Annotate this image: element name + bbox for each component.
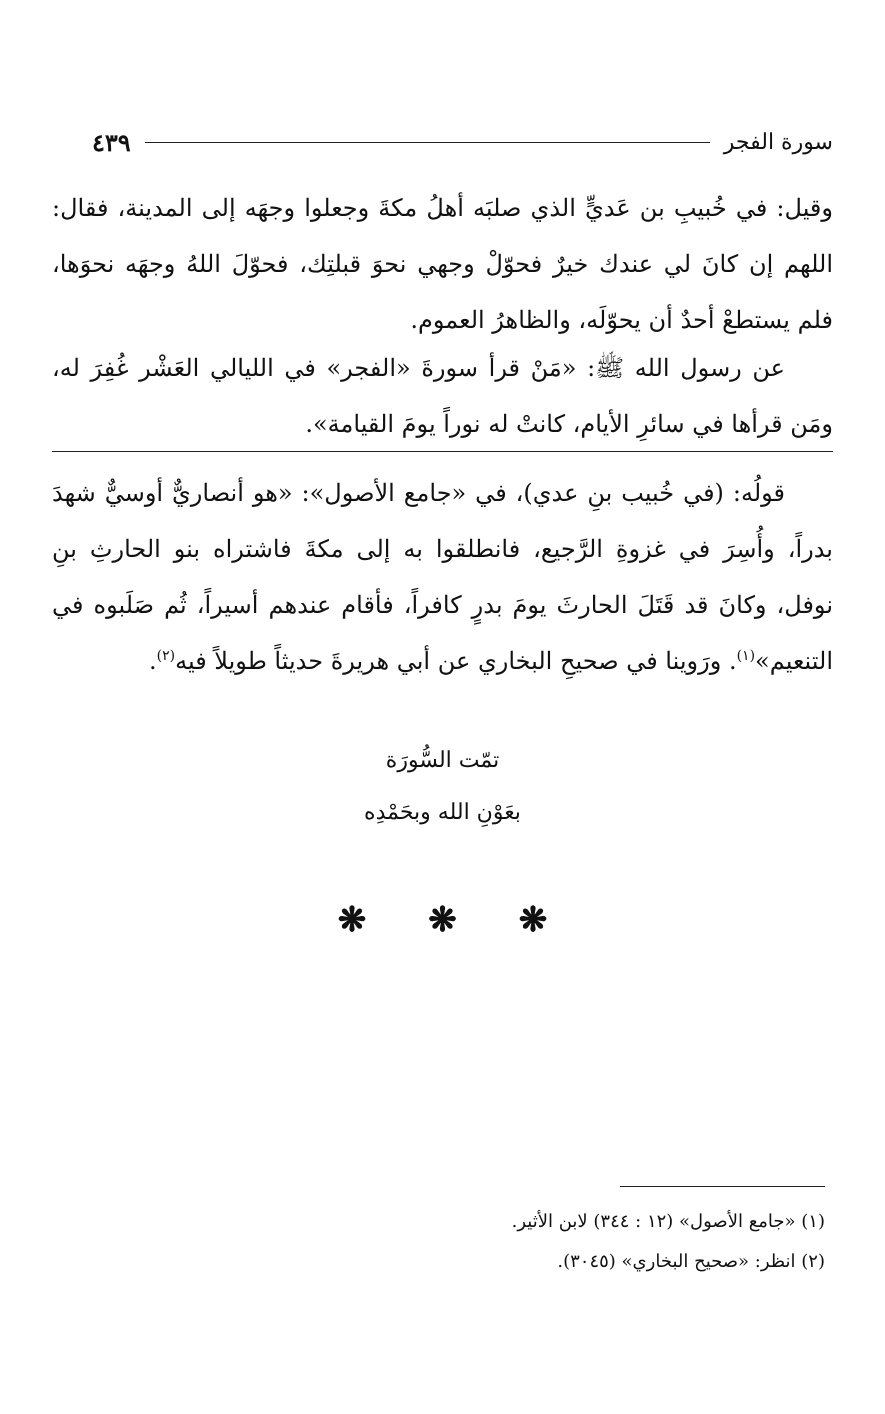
footnote-rule [620, 1186, 825, 1187]
commentary-paragraph [52, 465, 833, 689]
header-rule [145, 142, 710, 143]
footnote-ref-2[interactable]: (٢) [156, 648, 176, 664]
main-paragraph-2: عن رسول الله ﷺ: «مَنْ قرأ سورةَ «الفجر» في الليالي العَشْر غُفِرَ له، ومَن قرأها في سائرِ الأيام، كانتْ له نوراً يومَ القيامة». [52, 354, 833, 438]
footnote-1: (١) «جامع الأصول» (١٢ : ٣٤٤) لابن الأثير. [511, 1211, 825, 1232]
footnote-2: (٢) انظر: «صحيح البخاري» (٣٠٤٥). [557, 1251, 825, 1272]
section-divider [52, 451, 833, 452]
main-paragraph-1: وقيل: في خُبيبِ بن عَديٍّ الذي صلبَه أهلُ مكةَ وجعلوا وجهَه إلى المدينة، فقال: اللهم إن كانَ لي عندك خيرٌ فحوّلْ وجهي نحوَ قبلتِك، فحوّلَ اللهُ وجهَه نحوَها، فلم يستطعْ أحدٌ أن يحوّلَه، والظاهرُ العموم. [52, 194, 833, 334]
commentary-text-1: قولُه: (في خُبيب بنِ عدي)، في «جامع الأصول»: «هو أنصاريٌّ أوسيٌّ شهدَ بدراً، وأُسِرَ في غزوةِ الرَّجيع، فانطلقوا به إلى مكةَ فاشتراه بنو الحارثِ بنِ نوفل، وكانَ قد قَتَلَ الحارثَ يومَ بدرٍ كافراً، فأقام عندهم أسيراً، ثُم صَلَبوه في التنعيم» [52, 479, 834, 675]
ornament-stars [0, 900, 885, 940]
page-number: ٤٣٩ [92, 127, 131, 157]
commentary-text-2: . ورَوينا في صحيحِ البخاري عن أبي هريرةَ حديثاً طويلاً فيه [175, 647, 737, 675]
star-ornament-icon: ❋ [518, 900, 548, 940]
closing-line-2: بعَوْنِ الله وبحَمْدِه [364, 800, 521, 825]
footnote-ref-1[interactable]: (١) [736, 648, 756, 664]
star-ornament-icon: ❋ [337, 900, 367, 940]
running-header [92, 122, 833, 162]
commentary-text-3: . [148, 647, 157, 675]
closing-line-1: تمّت السُّورَة [385, 748, 500, 773]
surah-title: سورة الفجر [723, 129, 833, 155]
star-ornament-icon: ❋ [428, 900, 457, 940]
